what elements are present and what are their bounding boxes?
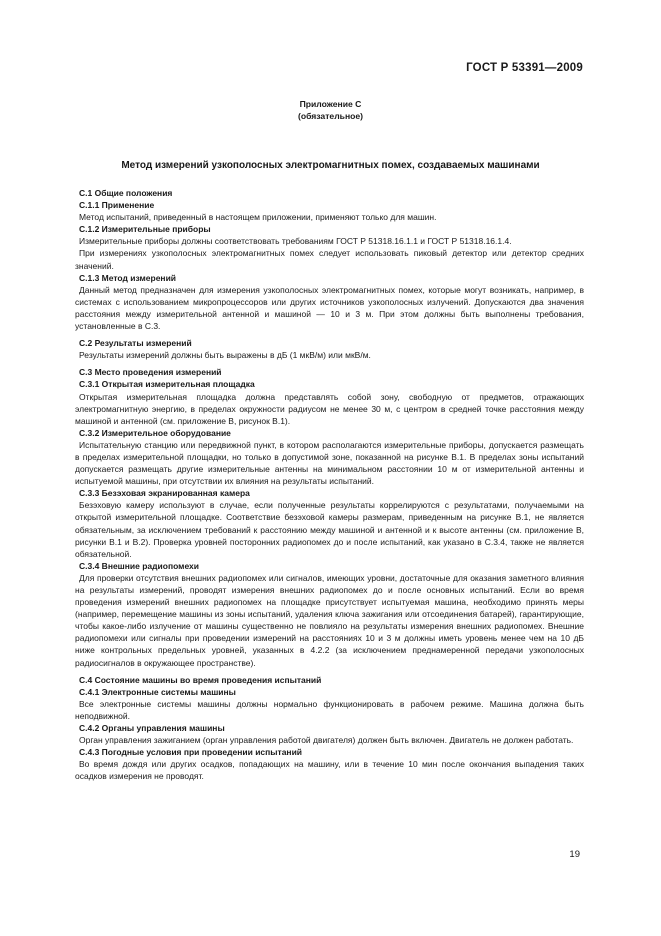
section-heading: С.1.2 Измерительные приборы (79, 224, 211, 235)
paragraph: Открытая измерительная площадка должна представлять собой зону, свободную от предметов, отражающих электромагнитную энергию, в пределах окружности радиусом не менее 30 м, с центром в средней точке расстояния между машиной и антенной (см. приложение В, рисунок В.1). (75, 391, 584, 426)
paragraph: Все электронные системы машины должны нормально функционировать в рабочем режиме. Машина должна быть неподвижной. (75, 698, 584, 721)
paragraph: Безэховую камеру используют в случае, если полученные результаты коррелируются с результатами, получаемыми на открытой измерительной площадке. Соответствие безэховой камеры размерам, приведенным на рисунке В.1, не является обязательным, за исключением требований к расстоянию между машиной и антенной и к высоте антенны (см. приложение В, рисунки В.1 и В.2). Проверка уровней посторонних радиопомех до и после испытаний, как указано в С.3.4, также не является обязательной. (75, 500, 584, 559)
section-heading: С.3.2 Измерительное оборудование (79, 427, 231, 438)
document-code: ГОСТ Р 53391—2009 (466, 62, 583, 74)
paragraph: Метод испытаний, приведенный в настоящем приложении, применяют только для машин. (79, 212, 437, 223)
paragraph: Результаты измерений должны быть выражены в дБ (1 мкВ/м) или мкВ/м. (79, 350, 371, 361)
paragraph: Испытательную станцию или передвижной пункт, в котором располагаются измерительные приборы, допускается размещать в пределах измерительной площадки, но только в допустимой зоне, показанной на рисунке В.1. В пределах зоны испытаний допускается размещать другие измерительные антенны на минимальном расстоянии 10 м от измерительной антенны и испытуемой машины, при отсутствии их влияния на результаты испытаний. (75, 439, 584, 487)
section-heading: С.3.1 Открытая измерительная площадка (79, 379, 255, 390)
section-heading: С.1 Общие положения (79, 188, 173, 198)
paragraph: При измерениях узкополосных электромагнитных помех следует использовать пиковый детектор или детектор средних значений. (75, 248, 584, 271)
section-heading: С.2 Результаты измерений (79, 338, 192, 349)
section-heading: С.4 Состояние машины во время проведения испытаний (79, 674, 322, 685)
section-heading: С.1.1 Применение (79, 200, 155, 211)
paragraph: Во время дождя или других осадков, попадающих на машину, или в течение 10 мин после окончания выпадения таких осадков измерения не проводят. (75, 759, 584, 782)
paragraph: Орган управления зажиганием (орган управления работой двигателя) должен быть включен. Двигатель не должен работать. (79, 735, 574, 746)
section-heading: С.3.3 Безэховая экранированная камера (79, 488, 250, 499)
page-number: 19 (569, 849, 580, 860)
section-heading: С.3.4 Внешние радиопомехи (79, 560, 200, 571)
paragraph: Данный метод предназначен для измерения узкополосных электромагнитных помех, которые могут возникать, например, в системах с использованием микропроцессоров или других источников узкополосных излучений. Допускаются два значения расстояния между измерительной антенной и машиной — 10 и 3 м. При этом должны быть выполнены требования, установленные в С.3. (75, 284, 584, 332)
appendix-heading (0, 98, 661, 122)
section-heading: С.1.3 Метод измерений (79, 272, 177, 283)
paragraph: Для проверки отсутствия внешних радиопомех или сигналов, имеющих уровни, достаточные для оказания заметного влияния на результаты измерений, проводят измерения внешних радиопомех до и после основных испытаний. Если во время проведения измерений внешних радиопомех на площадке присутствует испытуемая машина, необходимо принять меры (например, перемещение машины из зоны испытаний, удаления ключа зажигания или отсоединения батарей), гарантирующие, чтобы какое-либо излучение от машины существенно не повлияло на результаты измерения внешних радиопомех. Внешние радиопомехи или сигналы при проведении измерений на расстояниях 10 и 3 м должны иметь уровень менее чем на 10 дБ ниже контрольных предельных уровней, указанных в 4.2.2 (за исключением преднамеренной передачи узкополосных радиосигналов в окружающее пространстве). (75, 572, 584, 668)
page-title: Метод измерений узкополосных электромагнитных помех, создаваемых машинами (121, 160, 540, 171)
section-heading: С.4.1 Электронные системы машины (79, 686, 236, 697)
section-heading: С.4.2 Органы управления машины (79, 723, 225, 734)
document-body (75, 187, 584, 783)
appendix-status: (обязательное) (297, 111, 364, 121)
section-heading: С.3 Место проведения измерений (79, 367, 222, 378)
appendix-title: Приложение С (299, 99, 362, 109)
section-heading: С.4.3 Погодные условия при проведении испытаний (79, 747, 303, 758)
paragraph: Измерительные приборы должны соответствовать требованиям ГОСТ Р 51318.16.1.1 и ГОСТ Р 51318.16.1.4. (79, 236, 512, 247)
